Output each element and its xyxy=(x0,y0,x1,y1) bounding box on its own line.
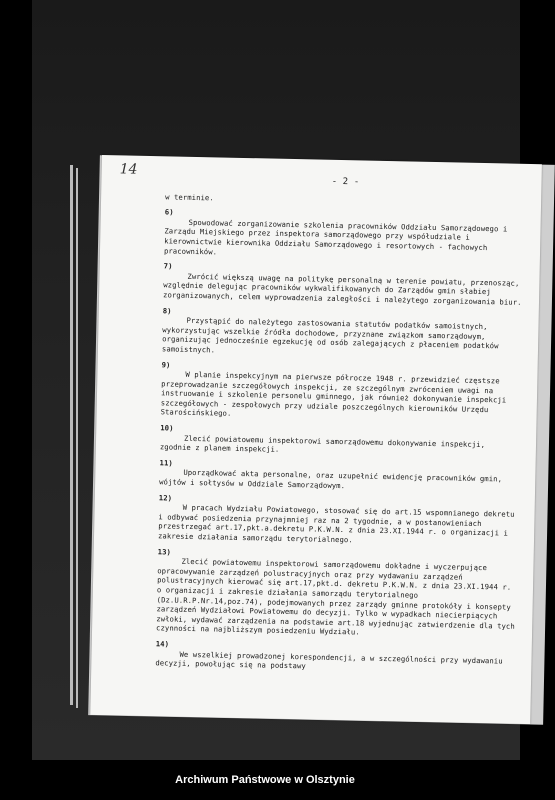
paragraph-number: 9) xyxy=(161,359,171,369)
paragraph-number: 14) xyxy=(155,639,170,649)
paragraph-number: 12) xyxy=(158,492,173,503)
paragraph xyxy=(156,547,518,641)
paragraph-number: 6) xyxy=(164,207,174,217)
paragraph-text: Zwrócić większą uwagę na politykę personalną w terenie powiatu, przenosząc, względnie delegując pracowników wykwalifikowanych do Zarządów gmin słabiej zorganizowanych, celem wyprowadzenia zaległości i należytego zorganizowania biur. xyxy=(162,271,524,307)
paragraph-text: w terminie. xyxy=(165,191,214,202)
paragraph-text: Spowodować zorganizowanie szkolenia pracowników Oddziału Samorządowego i Zarządu Miejskiego przez inspektora samorządowego przy współudziale i kierownictwie kierownika Oddziału Samorządowego i resortowych - fachowych pracowników. xyxy=(163,217,512,256)
paragraph-text: We wszelkiej prowadzonej korespondencji, a w szczególności przy wydawaniu decyzji, powołując się na podstawy xyxy=(155,649,508,671)
paragraph-number: 13) xyxy=(157,546,172,557)
paragraph xyxy=(160,423,521,459)
paragraph xyxy=(163,261,524,307)
paragraph-number: 8) xyxy=(162,305,172,316)
paragraph xyxy=(162,306,523,361)
paragraph xyxy=(155,639,516,675)
paragraph-number: 10) xyxy=(160,423,174,433)
paragraph xyxy=(161,360,522,425)
paragraph-text: Zlecić powiatowemu inspektorowi samorządowemu dokładne i wyczerpujące opracowywanie zarządzeń polustracyjnych oraz przy wydawaniu zarządzeń polustracyjnych kierować się art.17,pkt.d. dekretu P.K.W.N. z dnia 23.XI.1944 r. o organizacji i zakresie działania samorządu terytorialnego (Dz.U.R.P.Nr.14,poz.74), podejmowanych przez zarządy gminne protokóły i konsepty zarządzeń Wydziałowi Powiatowemu do decyzji. Tylko w wypadkach niecierpiących zwłoki, wydawać zarządzenia na podstawie art.18 wyjednując zatwierdzenie dla tych czynności na najbliższym posiedzeniu Wydziału. xyxy=(156,556,520,637)
paragraph xyxy=(159,458,520,494)
paragraph-text: Uporządkować akta personalne, oraz uzupełnić ewidencję pracowników gmin, wójtów i sołtysów w Oddziale Samorządowym. xyxy=(159,468,507,491)
paragraph-text: Przystąpić do należytego zastosowania statutów podatków samoistnych, wykorzystując wszelkie źródła dochodowe, przyznane związkom samorządowym, organizując jednocześnie egzekucję od osób zalegających z płaceniem podatków samoistnych. xyxy=(161,315,504,355)
page-edge xyxy=(70,165,73,705)
paragraph-list xyxy=(155,192,525,676)
folio-number: 14 xyxy=(119,161,138,178)
scanned-image xyxy=(32,0,524,760)
paragraph xyxy=(158,493,519,548)
paragraph-number: 7) xyxy=(163,261,173,271)
document-page xyxy=(90,155,542,724)
paragraph xyxy=(164,208,525,263)
page-edge xyxy=(76,168,78,708)
paragraph-text: W planie inspekcyjnym na pierwsze półrocze 1948 r. przewidzieć częstsze przeprowadzanie szczegółowych inspekcji, ze szczególnym zwróceniem uwagi na instruowanie i szkolenie personelu gminnego, jak również dokonywanie inspekcji szczegółowych - zespołowych przy udziale poszczególnych kierowników Urzędu Starościńskiego. xyxy=(160,369,511,419)
page-number: - 2 - xyxy=(331,176,360,188)
paragraph-number: 11) xyxy=(159,458,173,468)
page-content xyxy=(155,174,525,681)
paragraph-text: W pracach Wydziału Powiatowego, stosować się do art.15 wspomnianego dekretu i odbywać posiedzenia przynajmniej raz na 2 tygodnie, a w postanowieniach przestrzegać art.17,pkt.a.dekretu P.K.W.N. z dnia 23.XI.1944 r. o organizacji i zakresie działania samorządu terytorialnego. xyxy=(157,502,520,545)
paragraph xyxy=(165,192,525,209)
paragraph-text: Zlecić powiatowemu inspektorowi samorządowemu dokonywanie inspekcji, zgodnie z planem inspekcji. xyxy=(159,433,490,455)
archive-footer: Archiwum Państwowe w Olsztynie xyxy=(0,760,530,800)
